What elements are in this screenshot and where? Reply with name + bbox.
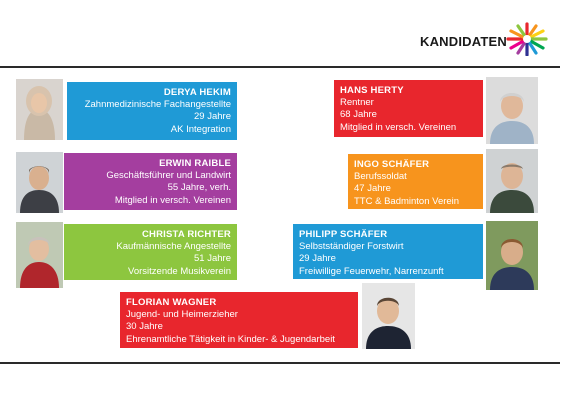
candidate-name: HANS HERTY [340,85,404,96]
candidate-affiliation: Mitglied in versch. Vereinen [340,121,457,133]
candidate-age: 51 Jahre [194,253,231,265]
candidate-name: CHRISTA RICHTER [141,229,231,240]
candidate-name: DERYA HEKIM [163,87,231,98]
candidate-photo-hans-herty [486,77,538,144]
candidate-name: PHILIPP SCHÄFER [299,229,388,240]
candidate-name: INGO SCHÄFER [354,159,430,170]
footer-divider [0,362,560,364]
candidate-card-christa-richter [64,224,237,280]
page-title: KANDIDATEN [420,34,507,49]
candidate-card-derya-hekim [67,82,237,140]
candidate-name: FLORIAN WAGNER [126,297,217,308]
candidate-card-philipp-schaefer [293,224,483,279]
candidate-photo-christa-richter [16,222,63,288]
candidate-occupation: Zahnmedizinische Fachangestellte [84,99,231,111]
candidate-affiliation: Ehrenamtliche Tätigkeit in Kinder- & Jugendarbeit [126,333,335,345]
candidate-card-erwin-raible [64,153,237,210]
candidate-occupation: Jugend- und Heimerzieher [126,309,238,321]
candidate-occupation: Selbstständiger Forstwirt [299,241,404,253]
candidate-affiliation: Freiwillige Feuerwehr, Narrenzunft [299,265,444,277]
candidate-photo-florian-wagner [362,283,415,349]
candidate-occupation: Berufssoldat [354,171,407,183]
candidate-name: ERWIN RAIBLE [159,158,231,169]
candidate-age: 55 Jahre, verh. [167,182,231,194]
candidate-affiliation: Vorsitzende Musikverein [128,265,231,277]
candidate-card-ingo-schaefer [348,154,483,209]
candidate-age: 68 Jahre [340,109,377,121]
candidate-age: 47 Jahre [354,183,391,195]
candidate-photo-erwin-raible [16,152,63,213]
candidate-card-hans-herty [334,80,483,137]
candidate-occupation: Rentner [340,97,374,109]
candidate-occupation: Geschäftsführer und Landwirt [106,170,231,182]
candidate-age: 30 Jahre [126,321,163,333]
candidate-affiliation: Mitglied in versch. Vereinen [114,194,231,206]
header-divider [0,66,560,68]
candidate-age: 29 Jahre [299,253,336,265]
candidate-occupation: Kaufmännische Angestellte [116,241,231,253]
candidate-affiliation: TTC & Badminton Verein [354,195,460,207]
candidate-card-florian-wagner [120,292,358,348]
candidate-age: 29 Jahre [194,111,231,123]
candidate-photo-derya-hekim [16,79,63,140]
candidate-photo-philipp-schaefer [486,221,538,290]
candidate-photo-ingo-schaefer [486,149,538,213]
colorful-hands-logo-icon [506,22,548,56]
candidate-affiliation: AK Integration [170,123,231,135]
